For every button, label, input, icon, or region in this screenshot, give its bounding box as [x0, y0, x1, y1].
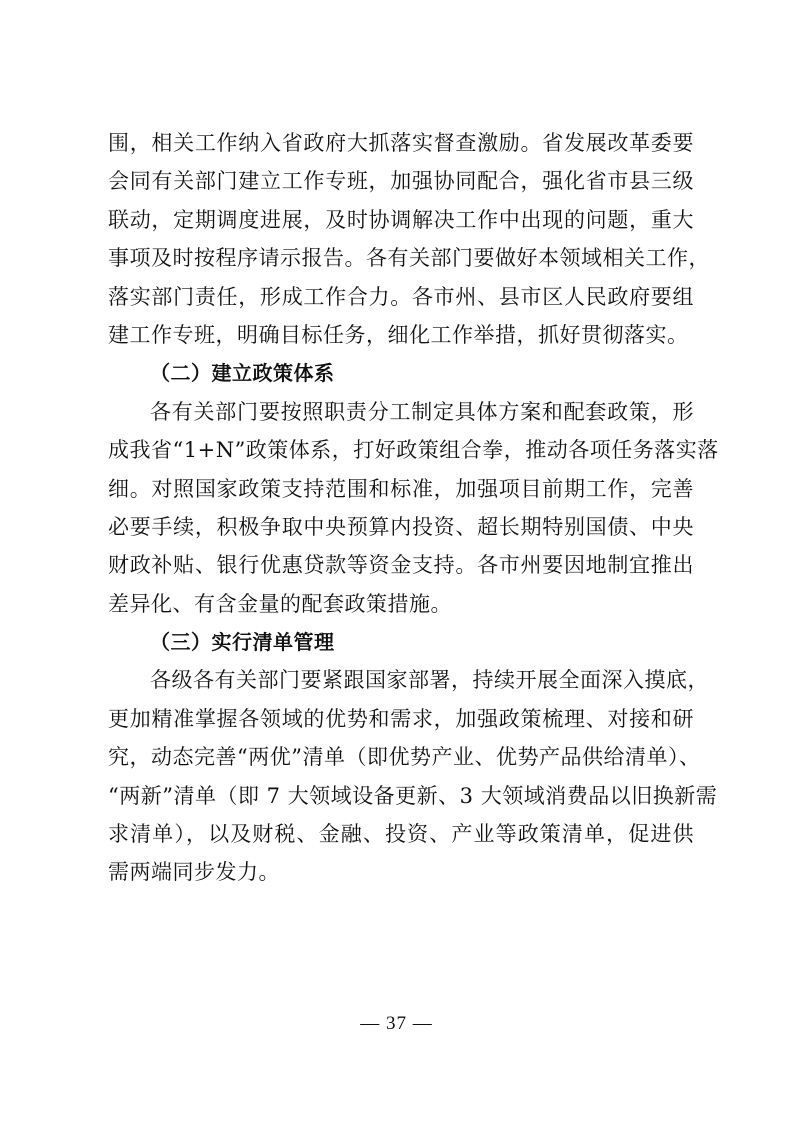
paragraph-line: “两新”清单（即 7 大领域设备更新、3 大领域消费品以旧换新需: [108, 783, 718, 808]
paragraph-line: 求清单），以及财税、金融、投资、产业等政策清单，促进供: [108, 822, 694, 847]
paragraph-line: 细。对照国家政策支持范围和标准，加强项目前期工作，完善: [108, 476, 694, 501]
paragraph-line: 差异化、有含金量的配套政策措施。: [108, 591, 452, 616]
section-heading: （二）建立政策体系: [150, 361, 335, 386]
paragraph-line: 事项及时按程序请示报告。各有关部门要做好本领域相关工作，: [108, 246, 710, 271]
paragraph-line: 会同有关部门建立工作专班，加强协同配合，强化省市县三级: [108, 169, 694, 194]
paragraph-line: 必要手续，积极争取中央预算内投资、超长期特别国债、中央: [108, 514, 694, 539]
paragraph-line: 围，相关工作纳入省政府大抓落实督查激励。省发展改革委要: [108, 131, 694, 155]
page-number: — 37 —: [360, 1013, 433, 1034]
paragraph-line: 落实部门责任，形成工作合力。各市州、县市区人民政府要组: [108, 284, 694, 309]
paragraph-line: 更加精准掌握各领域的优势和需求，加强政策梳理、对接和研: [108, 706, 694, 731]
paragraph-line: 需两端同步发力。: [108, 860, 280, 885]
paragraph-line: 财政补贴、银行优惠贷款等资金支持。各市州要因地制宜推出: [108, 553, 694, 578]
paragraph-line: 成我省“1+N”政策体系，打好政策组合拳，推动各项任务落实落: [108, 438, 719, 463]
paragraph-line: 建工作专班，明确目标任务，细化工作举措，抓好贯彻落实。: [108, 322, 689, 347]
paragraph-line: 各有关部门要按照职责分工制定具体方案和配套政策，形: [150, 399, 694, 424]
document-body: [108, 124, 719, 892]
paragraph-line: 各级各有关部门要紧跟国家部署，持续开展全面深入摸底，: [150, 668, 709, 693]
paragraph-line: 究，动态完善“两优”清单（即优势产业、优势产品供给清单）、: [108, 745, 701, 770]
paragraph-line: 联动，定期调度进展，及时协调解决工作中出现的问题，重大: [108, 207, 694, 232]
section-heading: （三）实行清单管理: [150, 630, 335, 655]
